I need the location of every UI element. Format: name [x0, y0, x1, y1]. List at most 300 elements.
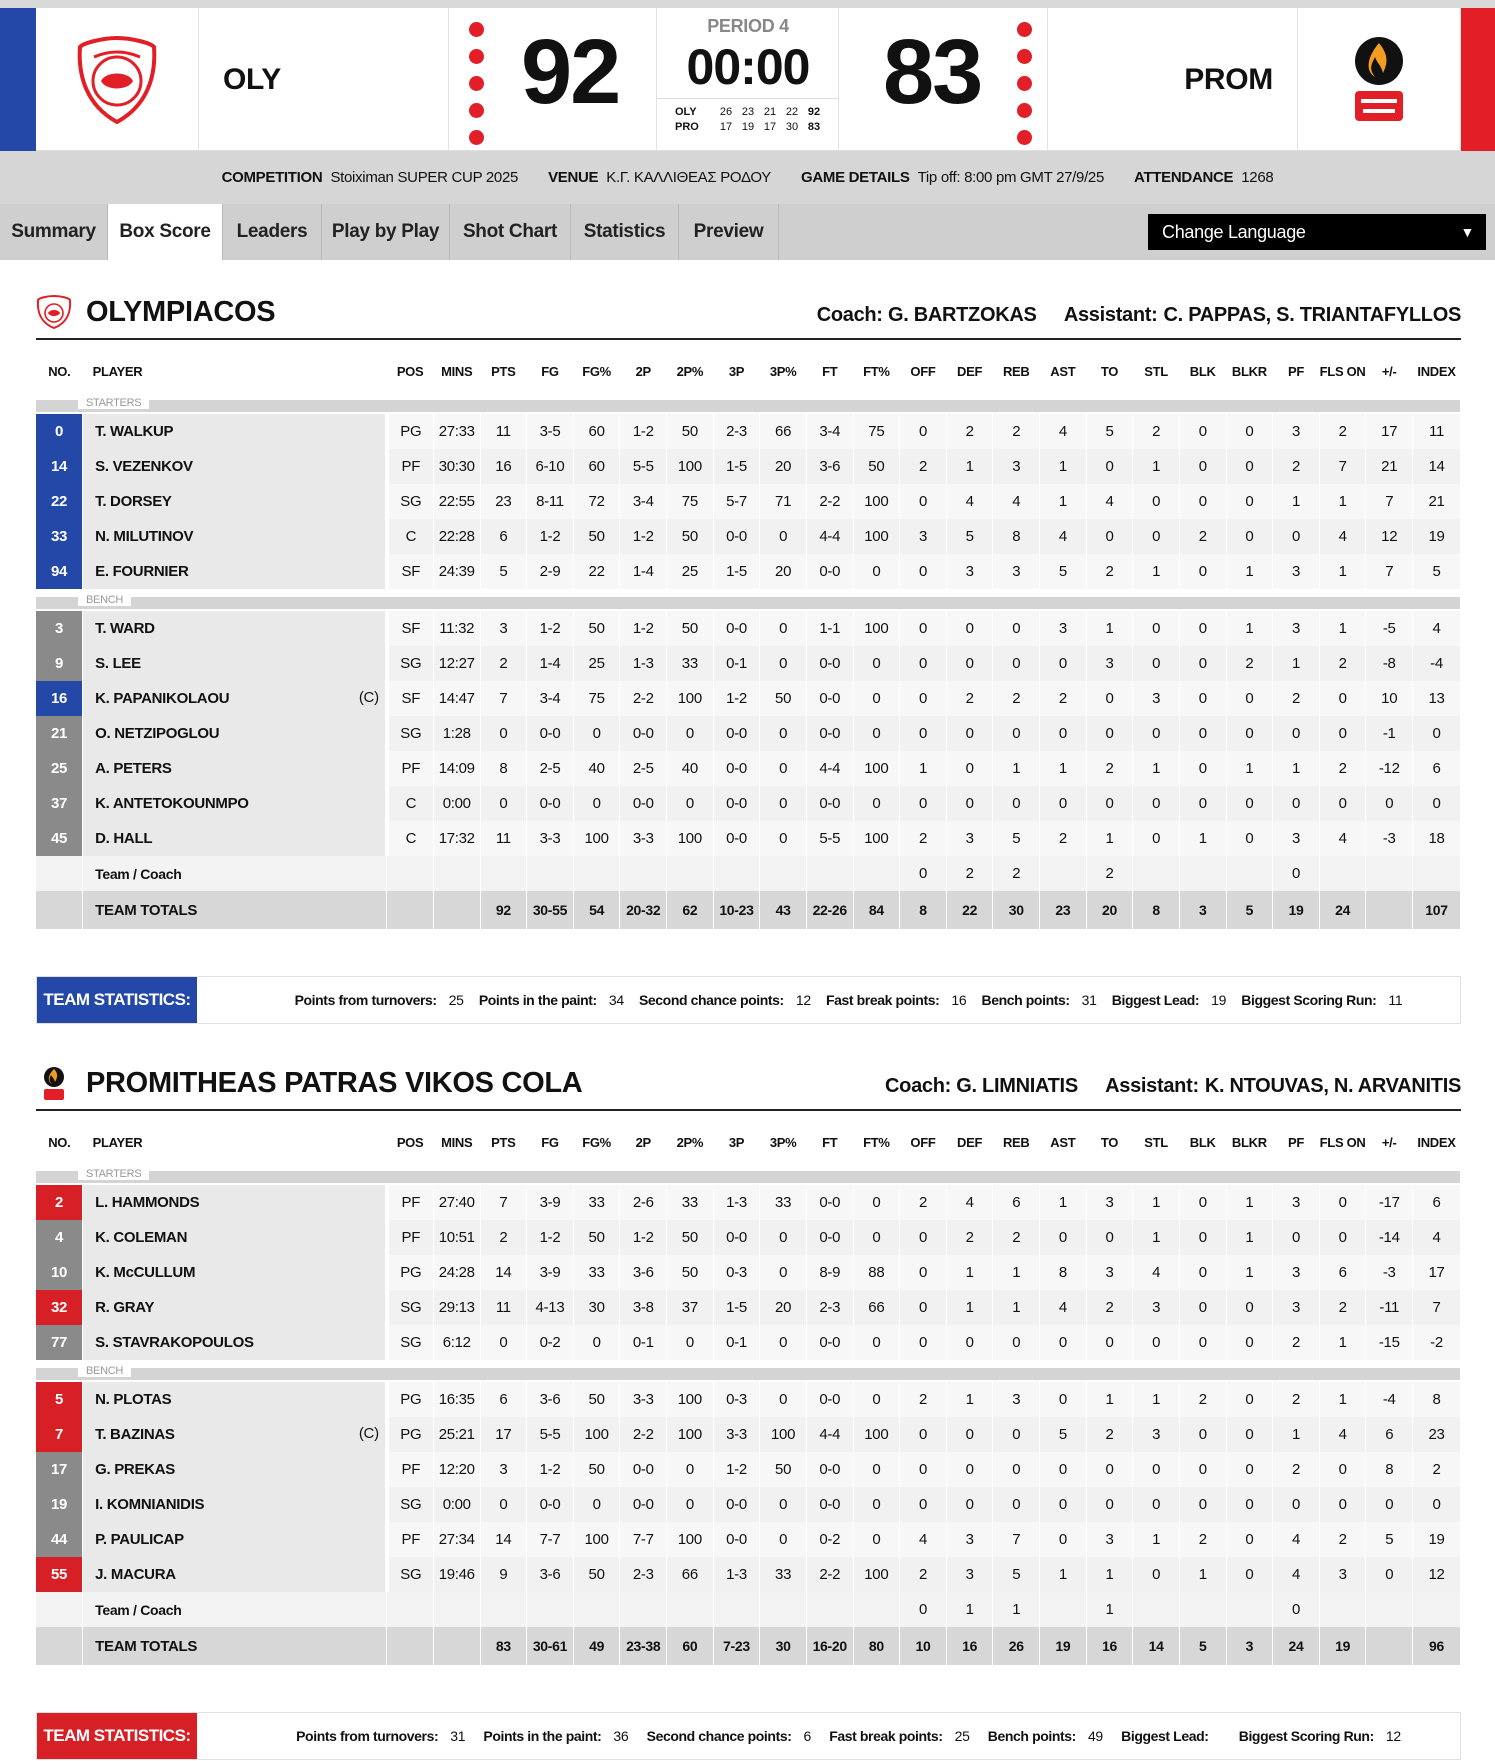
- player-name-cell[interactable]: [83, 1220, 387, 1255]
- total-cell: 19: [1273, 891, 1320, 929]
- player-name[interactable]: I. KOMNIANIDIS: [95, 1496, 205, 1513]
- player-name[interactable]: S. LEE: [95, 655, 141, 672]
- olympiacos-logo-icon: [76, 35, 158, 125]
- column-header[interactable]: NO.: [36, 1121, 83, 1163]
- player-name[interactable]: G. PREKAS: [95, 1461, 175, 1478]
- stat-cell: 1-2: [527, 1452, 574, 1487]
- stat-cell: 2-2: [806, 1557, 853, 1592]
- stat-cell: 1: [1133, 751, 1180, 786]
- stat-cell: 0: [1040, 646, 1087, 681]
- player-row[interactable]: [36, 646, 1461, 681]
- tab-box-score[interactable]: Box Score: [108, 204, 223, 260]
- total-cell: 83: [480, 1627, 527, 1665]
- total-cell: 92: [480, 891, 527, 929]
- player-name-cell[interactable]: [83, 1382, 387, 1417]
- player-row[interactable]: [36, 1185, 1461, 1220]
- column-header[interactable]: 2P: [620, 350, 667, 392]
- stat-cell: 0-0: [806, 716, 853, 751]
- stat-cell: 0: [993, 611, 1040, 646]
- stat-cell: 12:27: [433, 646, 480, 681]
- stat-cell: 0: [1133, 611, 1180, 646]
- coaches-line: Coach: G. BARTZOKAS Assistant: C. PAPPAS, S. TRIANTAFYLLOS: [816, 304, 1461, 326]
- player-name[interactable]: R. GRAY: [95, 1299, 155, 1316]
- stat-cell: 4-4: [806, 751, 853, 786]
- stat-cell: 0: [853, 1185, 900, 1220]
- stat-cell: 3: [993, 449, 1040, 484]
- player-name[interactable]: O. NETZIPOGLOU: [95, 725, 220, 742]
- player-row[interactable]: [36, 1452, 1461, 1487]
- player-name[interactable]: P. PAULICAP: [95, 1531, 184, 1548]
- stat-cell: 0: [1086, 786, 1133, 821]
- stat-cell: 5: [1040, 554, 1087, 589]
- stat-cell: 75: [853, 414, 900, 449]
- stat-cell: C: [387, 821, 434, 856]
- stat-cell: 60: [573, 414, 620, 449]
- player-row[interactable]: [36, 1522, 1461, 1557]
- tab-preview[interactable]: Preview: [679, 204, 779, 260]
- player-name-cell[interactable]: [83, 1452, 387, 1487]
- stat-cell: 11:32: [433, 611, 480, 646]
- stat-cell: [853, 856, 900, 891]
- column-header[interactable]: REB: [993, 350, 1040, 392]
- player-name[interactable]: K. ANTETOKOUNMPO: [95, 795, 249, 812]
- stat-cell: 0: [900, 554, 947, 589]
- stat-cell: 0: [1133, 519, 1180, 554]
- stat-cell: 3: [1273, 554, 1320, 589]
- column-header[interactable]: 3P: [713, 350, 760, 392]
- column-header[interactable]: TO: [1086, 1121, 1133, 1163]
- stat-cell: 1: [1226, 751, 1273, 786]
- player-name[interactable]: J. MACURA: [95, 1566, 176, 1583]
- stat-cell: 3: [1086, 646, 1133, 681]
- column-header[interactable]: FLS ON: [1319, 1121, 1366, 1163]
- column-header[interactable]: FG%: [573, 1121, 620, 1163]
- stat-cell: [1179, 856, 1226, 891]
- stat-cell: 30:30: [433, 449, 480, 484]
- player-name[interactable]: T. BAZINAS: [95, 1426, 175, 1443]
- player-name[interactable]: K. COLEMAN: [95, 1229, 188, 1246]
- stat-cell: 5: [1086, 414, 1133, 449]
- column-header[interactable]: TO: [1086, 350, 1133, 392]
- stat-cell: 1: [1086, 611, 1133, 646]
- stat-cell: 0: [1226, 716, 1273, 751]
- column-header[interactable]: +/-: [1366, 1121, 1413, 1163]
- column-header[interactable]: STL: [1133, 1121, 1180, 1163]
- away-timeouts-dots: [1017, 22, 1032, 145]
- team-stat-item: [1241, 992, 1402, 1008]
- column-header[interactable]: NO.: [36, 350, 83, 392]
- stat-cell: 2: [1319, 751, 1366, 786]
- stat-cell: 100: [760, 1417, 807, 1452]
- column-header[interactable]: 2P: [620, 1121, 667, 1163]
- stat-cell: 3: [1133, 681, 1180, 716]
- column-header[interactable]: STL: [1133, 350, 1180, 392]
- stat-cell: 3: [1040, 611, 1087, 646]
- stat-cell: 6: [1319, 1255, 1366, 1290]
- team-stat-value: 25: [448, 992, 464, 1008]
- player-row[interactable]: [36, 716, 1461, 751]
- player-name-cell[interactable]: [83, 554, 387, 589]
- player-row[interactable]: [36, 1557, 1461, 1592]
- stat-cell: 2: [946, 681, 993, 716]
- total-cell: 62: [667, 891, 714, 929]
- player-row[interactable]: [36, 1325, 1461, 1360]
- tab-bar: [0, 204, 1495, 260]
- stat-cell: 1: [1319, 484, 1366, 519]
- stat-cell: 5: [993, 821, 1040, 856]
- stat-cell: 12: [1413, 1557, 1461, 1592]
- column-header[interactable]: MINS: [433, 350, 480, 392]
- total-cell: 10-23: [713, 891, 760, 929]
- total-cell: 96: [1413, 1627, 1461, 1665]
- column-header[interactable]: 3P: [713, 1121, 760, 1163]
- column-header[interactable]: PF: [1273, 350, 1320, 392]
- column-header[interactable]: 3P%: [760, 1121, 807, 1163]
- stat-cell: 5: [946, 519, 993, 554]
- stat-cell: 7: [480, 681, 527, 716]
- stat-cell: 0: [760, 1255, 807, 1290]
- stat-cell: 0: [1413, 786, 1461, 821]
- stat-cell: 0-3: [713, 1382, 760, 1417]
- stat-cell: 3-3: [620, 1382, 667, 1417]
- player-name-cell[interactable]: [83, 449, 387, 484]
- stat-cell: 20: [760, 1290, 807, 1325]
- team-stat-label: Fast break points:: [825, 992, 940, 1008]
- player-name[interactable]: D. HALL: [95, 830, 153, 847]
- stat-cell: 0: [1319, 716, 1366, 751]
- total-cell: [1366, 1627, 1413, 1665]
- column-header[interactable]: FT%: [853, 1121, 900, 1163]
- player-name-cell[interactable]: [83, 484, 387, 519]
- stat-cell: 10:51: [433, 1220, 480, 1255]
- stat-cell: 2-5: [620, 751, 667, 786]
- stat-cell: 3: [900, 519, 947, 554]
- player-name-cell[interactable]: [83, 646, 387, 681]
- stat-cell: 33: [667, 1185, 714, 1220]
- stat-cell: 0: [1366, 1557, 1413, 1592]
- column-header[interactable]: POS: [387, 350, 434, 392]
- stat-cell: 2: [1319, 414, 1366, 449]
- stat-cell: 5: [1366, 1522, 1413, 1557]
- stat-cell: [1040, 1592, 1087, 1627]
- stat-cell: 1: [1086, 1557, 1133, 1592]
- stat-cell: 0: [946, 716, 993, 751]
- jersey-number: 3: [36, 611, 83, 646]
- team-stat-item: [1112, 992, 1226, 1008]
- total-cell: 30: [993, 891, 1040, 929]
- stat-cell: [387, 856, 434, 891]
- player-row[interactable]: [36, 786, 1461, 821]
- tab-play-by-play[interactable]: Play by Play: [322, 204, 450, 260]
- team-stat-value: 31: [450, 1728, 466, 1744]
- stat-cell: [760, 856, 807, 891]
- player-name[interactable]: T. WARD: [95, 620, 155, 637]
- stat-cell: 0-0: [806, 681, 853, 716]
- column-header[interactable]: +/-: [1366, 350, 1413, 392]
- stat-cell: 0: [667, 786, 714, 821]
- player-name-cell[interactable]: [83, 611, 387, 646]
- stat-cell: 2: [946, 414, 993, 449]
- jersey-number: 25: [36, 751, 83, 786]
- stat-cell: 25: [667, 554, 714, 589]
- tab-leaders[interactable]: Leaders: [223, 204, 322, 260]
- column-header[interactable]: DEF: [946, 350, 993, 392]
- away-score: 83: [883, 21, 982, 123]
- stat-cell: 1: [1040, 449, 1087, 484]
- stat-cell: 1: [946, 449, 993, 484]
- column-header[interactable]: MINS: [433, 1121, 480, 1163]
- player-name[interactable]: E. FOURNIER: [95, 563, 189, 580]
- column-header[interactable]: INDEX: [1413, 350, 1461, 392]
- stat-cell: 3-4: [527, 681, 574, 716]
- column-header[interactable]: BLK: [1179, 350, 1226, 392]
- player-row[interactable]: [36, 519, 1461, 554]
- stat-cell: 2: [1179, 519, 1226, 554]
- player-name-cell[interactable]: [83, 821, 387, 856]
- column-header[interactable]: PTS: [480, 1121, 527, 1163]
- home-team-logo[interactable]: [36, 8, 199, 151]
- column-header[interactable]: OFF: [900, 350, 947, 392]
- team-statistics-away: [36, 1712, 1461, 1760]
- stat-cell: 0: [1133, 716, 1180, 751]
- total-cell: 43: [760, 891, 807, 929]
- column-header[interactable]: 2P%: [667, 350, 714, 392]
- column-header[interactable]: AST: [1040, 350, 1087, 392]
- stat-cell: 0-0: [527, 786, 574, 821]
- player-name[interactable]: K. PAPANIKOLAOU: [95, 690, 230, 707]
- bench-label: BENCH: [78, 1365, 131, 1377]
- tab-summary[interactable]: Summary: [0, 204, 108, 260]
- tab-shot-chart[interactable]: Shot Chart: [450, 204, 571, 260]
- stat-cell: 0-0: [527, 716, 574, 751]
- total-cell: 19: [1040, 1627, 1087, 1665]
- stat-cell: 0-0: [713, 611, 760, 646]
- stat-cell: 0-0: [713, 1522, 760, 1557]
- stat-cell: 4: [946, 1185, 993, 1220]
- player-row[interactable]: [36, 554, 1461, 589]
- jersey-number: 21: [36, 716, 83, 751]
- column-header[interactable]: PF: [1273, 1121, 1320, 1163]
- stat-cell: 0: [900, 414, 947, 449]
- stat-cell: 66: [667, 1557, 714, 1592]
- player-row[interactable]: [36, 821, 1461, 856]
- away-team-logo[interactable]: [1298, 8, 1461, 151]
- player-row[interactable]: [36, 1417, 1461, 1452]
- stat-cell: 0: [573, 1487, 620, 1522]
- assistant-coaches: K. NTOUVAS, N. ARVANITIS: [1204, 1075, 1461, 1097]
- player-name-cell[interactable]: [83, 1325, 387, 1360]
- player-row[interactable]: [36, 1220, 1461, 1255]
- stat-cell: 0: [1226, 484, 1273, 519]
- player-row[interactable]: [36, 681, 1461, 716]
- stat-cell: -14: [1366, 1220, 1413, 1255]
- column-header[interactable]: FT%: [853, 350, 900, 392]
- player-name[interactable]: S. VEZENKOV: [95, 458, 193, 475]
- column-header[interactable]: AST: [1040, 1121, 1087, 1163]
- player-row[interactable]: [36, 484, 1461, 519]
- stat-cell: 21: [1413, 484, 1461, 519]
- stat-cell: 20: [760, 554, 807, 589]
- player-name-cell[interactable]: [83, 1255, 387, 1290]
- player-name[interactable]: A. PETERS: [95, 760, 172, 777]
- column-header[interactable]: PLAYER: [83, 350, 387, 392]
- stat-cell: 0: [853, 1522, 900, 1557]
- column-header[interactable]: FLS ON: [1319, 350, 1366, 392]
- player-name-cell[interactable]: [83, 1487, 387, 1522]
- stat-cell: 27:40: [433, 1185, 480, 1220]
- column-header[interactable]: FT: [806, 350, 853, 392]
- stat-cell: 1: [1086, 1592, 1133, 1627]
- stat-cell: 3: [1273, 1185, 1320, 1220]
- stat-cell: 0: [760, 1325, 807, 1360]
- stat-cell: 0: [1179, 1487, 1226, 1522]
- stat-cell: PF: [387, 751, 434, 786]
- stat-cell: 0: [853, 554, 900, 589]
- stat-cell: 0: [853, 1487, 900, 1522]
- stat-cell: 9: [480, 1557, 527, 1592]
- column-header[interactable]: INDEX: [1413, 1121, 1461, 1163]
- player-name-cell[interactable]: [83, 751, 387, 786]
- team-stat-item: [295, 992, 464, 1008]
- column-header[interactable]: PLAYER: [83, 1121, 387, 1163]
- total-cell: [1366, 891, 1413, 929]
- team-stat-label: Biggest Scoring Run:: [1241, 992, 1377, 1008]
- stat-cell: 0: [1273, 716, 1320, 751]
- stat-cell: 19: [1413, 1522, 1461, 1557]
- stat-cell: 3: [1133, 1417, 1180, 1452]
- player-row[interactable]: [36, 1255, 1461, 1290]
- player-name-cell[interactable]: [83, 1522, 387, 1557]
- column-header[interactable]: PTS: [480, 350, 527, 392]
- column-header[interactable]: FG: [527, 350, 574, 392]
- stat-cell: 17:32: [433, 821, 480, 856]
- column-header[interactable]: REB: [993, 1121, 1040, 1163]
- stat-cell: 3-5: [527, 414, 574, 449]
- stat-cell: 3: [1086, 1522, 1133, 1557]
- player-name-cell[interactable]: [83, 1557, 387, 1592]
- competition-info: COMPETITION Stoiximan SUPER CUP 2025: [221, 169, 519, 186]
- stat-cell: 4: [900, 1522, 947, 1557]
- stat-cell: SG: [387, 1325, 434, 1360]
- player-name[interactable]: L. HAMMONDS: [95, 1194, 200, 1211]
- stat-cell: 0: [1179, 786, 1226, 821]
- player-row[interactable]: [36, 414, 1461, 449]
- stat-cell: 1: [1133, 554, 1180, 589]
- stat-cell: 0:00: [433, 786, 480, 821]
- player-name-cell[interactable]: [83, 1290, 387, 1325]
- stat-cell: 0: [760, 1487, 807, 1522]
- player-name[interactable]: N. PLOTAS: [95, 1391, 172, 1408]
- stat-cell: 0: [1179, 1452, 1226, 1487]
- stat-cell: 100: [853, 1417, 900, 1452]
- stat-cell: 2: [1086, 554, 1133, 589]
- stat-cell: [1413, 1592, 1461, 1627]
- player-name-cell[interactable]: [83, 786, 387, 821]
- stat-cell: 0: [900, 646, 947, 681]
- column-header[interactable]: 3P%: [760, 350, 807, 392]
- stat-cell: 100: [853, 821, 900, 856]
- team-header-home: [36, 284, 1461, 340]
- team-stat-value: 16: [951, 992, 967, 1008]
- player-row[interactable]: [36, 449, 1461, 484]
- stat-cell: 1-2: [713, 1452, 760, 1487]
- player-row[interactable]: [36, 751, 1461, 786]
- player-row[interactable]: [36, 611, 1461, 646]
- player-name-cell[interactable]: [83, 681, 387, 716]
- column-header[interactable]: BLKR: [1226, 350, 1273, 392]
- player-name[interactable]: T. WALKUP: [95, 423, 174, 440]
- stat-cell: 7: [1413, 1290, 1461, 1325]
- stat-cell: 1-2: [527, 1220, 574, 1255]
- total-cell: 54: [573, 891, 620, 929]
- home-team-abbr: OLY: [199, 8, 449, 151]
- player-name[interactable]: T. DORSEY: [95, 493, 172, 510]
- stat-cell: 0: [900, 856, 947, 891]
- column-header[interactable]: FG: [527, 1121, 574, 1163]
- column-header[interactable]: DEF: [946, 1121, 993, 1163]
- game-info-bar: [0, 151, 1495, 204]
- total-cell: 49: [573, 1627, 620, 1665]
- total-cell: [433, 891, 480, 929]
- column-header[interactable]: BLKR: [1226, 1121, 1273, 1163]
- team-stat-value: 36: [613, 1728, 629, 1744]
- stat-cell: 3: [1319, 1557, 1366, 1592]
- tab-statistics[interactable]: Statistics: [571, 204, 679, 260]
- stat-cell: 0: [853, 1382, 900, 1417]
- stat-cell: 20: [760, 449, 807, 484]
- player-name-cell[interactable]: [83, 1185, 387, 1220]
- stat-cell: 2-9: [527, 554, 574, 589]
- stat-cell: 0-0: [713, 821, 760, 856]
- team-stat-item: [988, 1728, 1103, 1744]
- column-header[interactable]: FG%: [573, 350, 620, 392]
- stat-cell: PG: [387, 414, 434, 449]
- stat-cell: 18: [1413, 821, 1461, 856]
- column-header[interactable]: FT: [806, 1121, 853, 1163]
- stat-cell: 0: [760, 646, 807, 681]
- column-header[interactable]: POS: [387, 1121, 434, 1163]
- column-header[interactable]: BLK: [1179, 1121, 1226, 1163]
- player-name-cell[interactable]: [83, 1417, 387, 1452]
- column-header[interactable]: OFF: [900, 1121, 947, 1163]
- total-cell: 23-38: [620, 1627, 667, 1665]
- jersey-number: 37: [36, 786, 83, 821]
- team-statistics-items: [197, 1728, 1460, 1744]
- stat-cell: 0: [480, 1325, 527, 1360]
- total-cell: 24: [1273, 1627, 1320, 1665]
- player-row[interactable]: [36, 1290, 1461, 1325]
- stat-cell: 0: [946, 1325, 993, 1360]
- player-name-cell[interactable]: [83, 414, 387, 449]
- player-row[interactable]: [36, 1382, 1461, 1417]
- player-name-cell[interactable]: [83, 519, 387, 554]
- language-select-label: Change Language: [1162, 221, 1306, 242]
- stat-cell: -4: [1413, 646, 1461, 681]
- stat-cell: 0: [1226, 1487, 1273, 1522]
- stat-cell: 7: [1366, 484, 1413, 519]
- total-cell: 30: [760, 1627, 807, 1665]
- stat-cell: 0: [1226, 681, 1273, 716]
- column-header[interactable]: 2P%: [667, 1121, 714, 1163]
- player-name-cell[interactable]: [83, 716, 387, 751]
- player-name[interactable]: K. McCULLUM: [95, 1264, 196, 1281]
- player-name[interactable]: S. STAVRAKOPOULOS: [95, 1334, 254, 1351]
- player-row[interactable]: [36, 1487, 1461, 1522]
- stat-cell: 2-3: [713, 414, 760, 449]
- player-name[interactable]: N. MILUTINOV: [95, 528, 194, 545]
- stat-cell: 2: [1319, 1522, 1366, 1557]
- language-select[interactable]: [1148, 214, 1486, 250]
